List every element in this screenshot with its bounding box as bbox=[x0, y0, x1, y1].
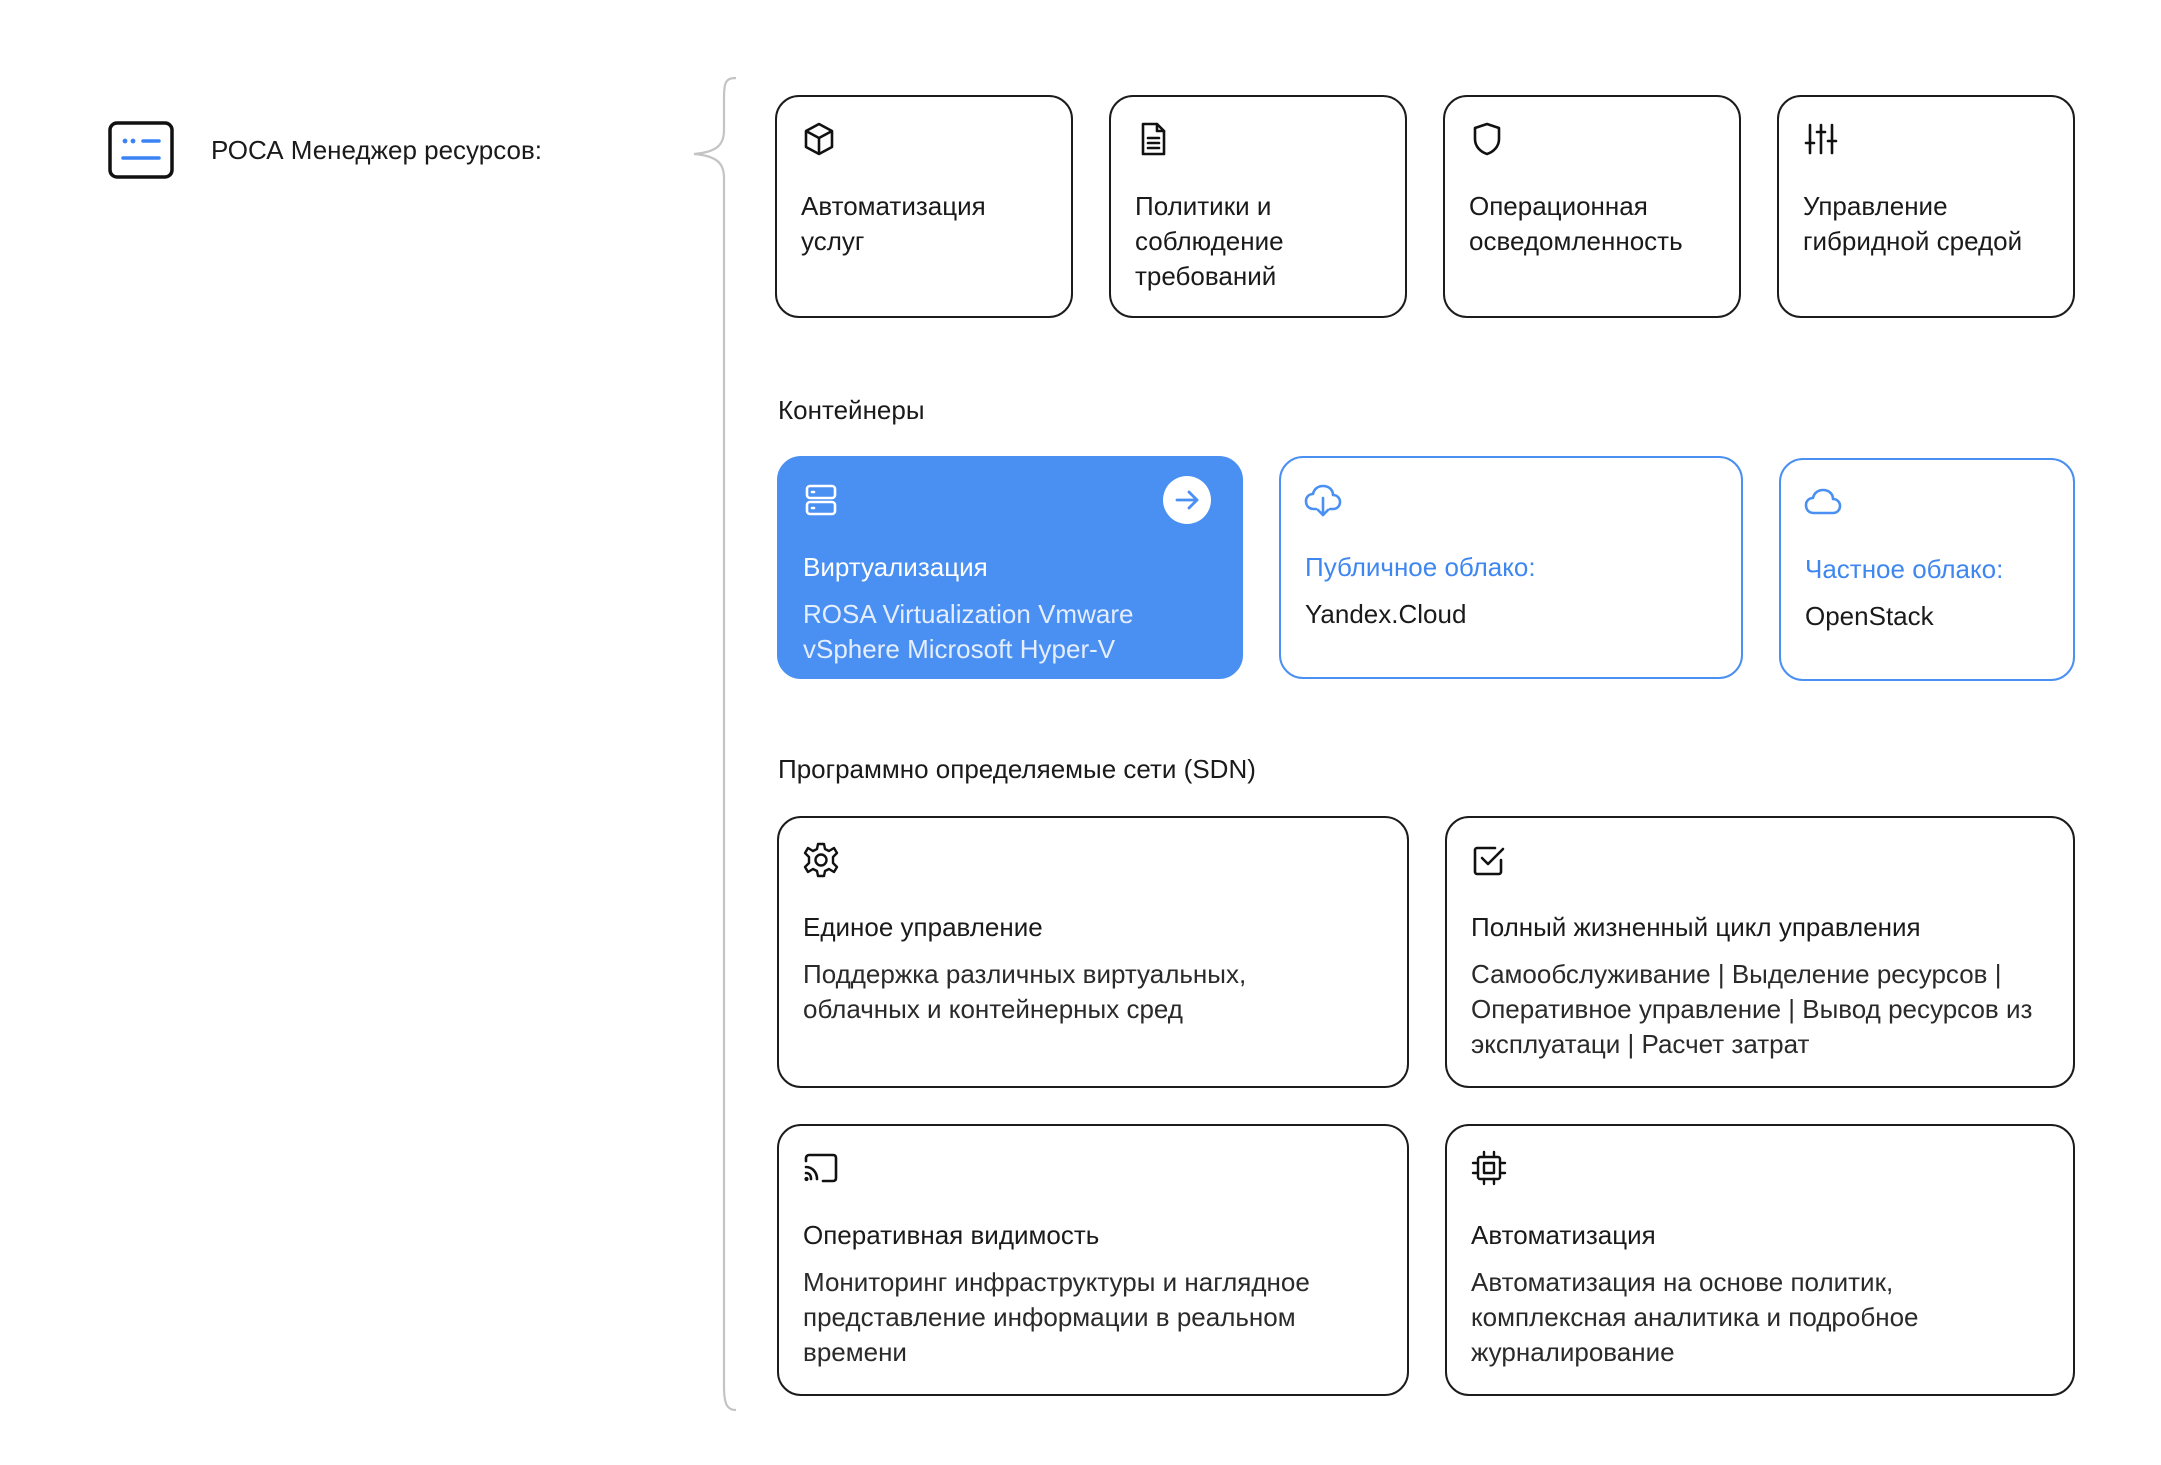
section-label-sdn: Программно определяемые сети (SDN) bbox=[778, 754, 1256, 784]
card-automation[interactable] bbox=[1445, 1124, 2075, 1396]
card-public-cloud[interactable] bbox=[1279, 456, 1743, 679]
card-subtitle: Самообслуживание | Выделение ресурсов | Оперативное управление | Вывод ресурсов из эксплуатаци | Расчет затрат bbox=[1471, 959, 2033, 1059]
card-title: Оперативная видимость bbox=[803, 1220, 1100, 1250]
card-operational-visibility[interactable] bbox=[777, 1124, 1409, 1396]
card-title: Полный жизненный цикл управления bbox=[1471, 912, 1921, 942]
arrow-right-icon[interactable] bbox=[1163, 476, 1211, 524]
card-title: Единое управление bbox=[803, 912, 1043, 942]
card-policies-compliance[interactable] bbox=[1109, 95, 1407, 318]
card-title: Частное облако: bbox=[1805, 554, 2004, 584]
server-icon bbox=[801, 480, 841, 520]
card-subtitle: Yandex.Cloud bbox=[1305, 599, 1467, 629]
card-operational-awareness[interactable] bbox=[1443, 95, 1741, 318]
document-icon bbox=[1133, 119, 1173, 159]
card-title: Автоматизация услуг bbox=[801, 191, 986, 256]
card-hybrid-management[interactable] bbox=[1777, 95, 2075, 318]
shield-icon bbox=[1467, 119, 1507, 159]
section-label-containers: Контейнеры bbox=[778, 395, 925, 425]
card-title: Публичное облако: bbox=[1305, 552, 1536, 582]
card-service-automation[interactable] bbox=[775, 95, 1073, 318]
window-list-icon bbox=[108, 121, 174, 179]
card-subtitle: OpenStack bbox=[1805, 601, 1934, 631]
card-subtitle: ROSA Virtualization Vmware vSphere Microsoft Hyper-V bbox=[803, 599, 1134, 664]
chip-icon bbox=[1469, 1148, 1509, 1188]
card-title: Управление гибридной средой bbox=[1803, 191, 2023, 256]
card-subtitle: Мониторинг инфраструктуры и наглядное представление информации в реальном времени bbox=[803, 1267, 1310, 1367]
brace-connector bbox=[690, 76, 740, 1412]
card-full-lifecycle[interactable] bbox=[1445, 816, 2075, 1088]
card-subtitle: Автоматизация на основе политик, комплексная аналитика и подробное журналирование bbox=[1471, 1267, 1919, 1367]
root-title: РОСА Менеджер ресурсов: bbox=[211, 135, 543, 165]
card-subtitle: Поддержка различных виртуальных, облачных и контейнерных сред bbox=[803, 959, 1247, 1024]
checkbox-icon bbox=[1469, 840, 1509, 880]
card-title: Политики и соблюдение требований bbox=[1135, 191, 1284, 291]
card-title: Операционная осведомленность bbox=[1469, 191, 1683, 256]
cloud-download-icon bbox=[1303, 480, 1343, 520]
gear-icon bbox=[801, 840, 841, 880]
sliders-icon bbox=[1801, 119, 1841, 159]
cloud-icon bbox=[1803, 482, 1843, 522]
card-private-cloud[interactable] bbox=[1779, 458, 2075, 681]
cast-icon bbox=[801, 1148, 841, 1188]
card-unified-management[interactable] bbox=[777, 816, 1409, 1088]
cube-icon bbox=[799, 119, 839, 159]
card-title: Виртуализация bbox=[803, 552, 988, 582]
card-virtualization[interactable] bbox=[777, 456, 1243, 679]
card-title: Автоматизация bbox=[1471, 1220, 1656, 1250]
